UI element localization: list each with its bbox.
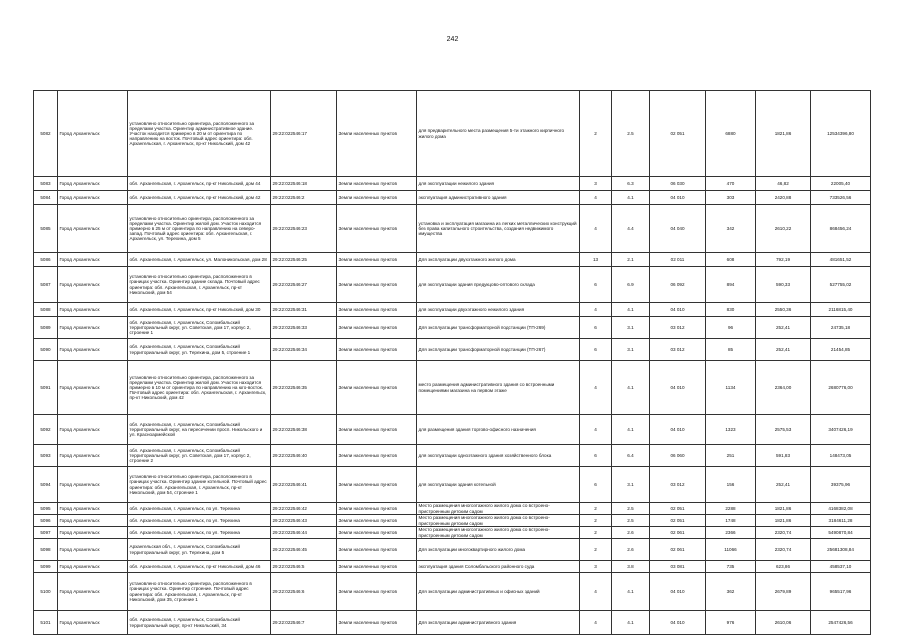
row-specific-value: 46,82 bbox=[756, 177, 811, 191]
row-cadastral-number: 29:22:022546:25 bbox=[271, 253, 337, 267]
row-subgroup: 4.4 bbox=[612, 205, 650, 253]
row-number: 5096 bbox=[34, 515, 58, 527]
row-area: 6880 bbox=[706, 91, 756, 177]
row-permitted-use: для эксплуатации здания предукцово-оптового склада bbox=[417, 267, 580, 303]
row-cadastral-value: 965517,96 bbox=[811, 573, 871, 611]
row-city: Город Архангельск bbox=[58, 205, 128, 253]
table-row bbox=[34, 503, 871, 515]
row-city: Город Архангельск bbox=[58, 177, 128, 191]
row-specific-value: 252,41 bbox=[756, 467, 811, 503]
row-city: Город Архангельск bbox=[58, 339, 128, 361]
row-subgroup: 4.1 bbox=[612, 611, 650, 635]
row-use-code: 06 060 bbox=[650, 445, 706, 467]
row-specific-value: 2575,53 bbox=[756, 415, 811, 445]
row-number: 5091 bbox=[34, 361, 58, 415]
row-land-category: Земли населенных пунктов bbox=[337, 503, 417, 515]
row-city: Город Архангельск bbox=[58, 467, 128, 503]
row-cadastral-value: 39375,96 bbox=[811, 467, 871, 503]
row-city: Город Архангельск bbox=[58, 611, 128, 635]
row-subgroup: 4.1 bbox=[612, 303, 650, 317]
table-row bbox=[34, 527, 871, 539]
row-use-code: 02 051 bbox=[650, 515, 706, 527]
row-land-category: Земли населенных пунктов bbox=[337, 317, 417, 339]
row-group: 6 bbox=[580, 339, 612, 361]
row-cadastral-number: 29:22:022546:31 bbox=[271, 303, 337, 317]
row-cadastral-number: 29:22:022546:33 bbox=[271, 317, 337, 339]
row-specific-value: 2550,36 bbox=[756, 303, 811, 317]
land-registry-table bbox=[33, 90, 871, 635]
row-area: 2366 bbox=[706, 527, 756, 539]
row-city: Город Архангельск bbox=[58, 91, 128, 177]
row-permitted-use: Для эксплуатации административного здания bbox=[417, 611, 580, 635]
row-specific-value: 2610,06 bbox=[756, 611, 811, 635]
row-address: обл. Архангельская, г. Архангельск, по ул. Терехина bbox=[128, 527, 271, 539]
row-subgroup: 3.1 bbox=[612, 339, 650, 361]
row-cadastral-number: 29:22:022546:41 bbox=[271, 467, 337, 503]
row-group: 4 bbox=[580, 361, 612, 415]
row-subgroup: 2.1 bbox=[612, 253, 650, 267]
row-land-category: Земли населенных пунктов bbox=[337, 361, 417, 415]
row-subgroup: 2.6 bbox=[612, 539, 650, 561]
row-group: 4 bbox=[580, 415, 612, 445]
row-group: 6 bbox=[580, 317, 612, 339]
row-cadastral-number: 29:22:022546:42 bbox=[271, 503, 337, 515]
table-row bbox=[34, 267, 871, 303]
row-area: 2288 bbox=[706, 503, 756, 515]
row-cadastral-value: 5490870,84 bbox=[811, 527, 871, 539]
table-body bbox=[34, 91, 871, 635]
row-number: 5092 bbox=[34, 415, 58, 445]
table-row bbox=[34, 339, 871, 361]
row-permitted-use: для эксплуатации нежилого здания bbox=[417, 177, 580, 191]
row-permitted-use: Для эксплуатации многоквартирного жилого дома bbox=[417, 539, 580, 561]
row-address: обл. Архангельская, г. Архангельск, Соломбальский территориальный округ, на пересечении просп. Никольского и ул. Красноармейской bbox=[128, 415, 271, 445]
row-specific-value: 2320,74 bbox=[756, 539, 811, 561]
row-subgroup: 2.5 bbox=[612, 91, 650, 177]
row-address: обл. Архангельская, г. Архангельск, пр-кт Никольский, дом 30 bbox=[128, 303, 271, 317]
row-cadastral-value: 2116815,40 bbox=[811, 303, 871, 317]
row-city: Город Архангельск bbox=[58, 253, 128, 267]
row-address: обл. Архангельская, г. Архангельск, по ул. Терехина bbox=[128, 515, 271, 527]
row-cadastral-number: 29:22:022546:2 bbox=[271, 191, 337, 205]
row-use-code: 03 012 bbox=[650, 467, 706, 503]
row-group: 4 bbox=[580, 573, 612, 611]
row-land-category: Земли населенных пунктов bbox=[337, 415, 417, 445]
row-city: Город Архангельск bbox=[58, 191, 128, 205]
row-land-category: Земли населенных пунктов bbox=[337, 253, 417, 267]
row-specific-value: 2364,00 bbox=[756, 361, 811, 415]
row-cadastral-value: 481651,52 bbox=[811, 253, 871, 267]
row-use-code: 03 012 bbox=[650, 317, 706, 339]
row-land-category: Земли населенных пунктов bbox=[337, 91, 417, 177]
row-specific-value: 2420,88 bbox=[756, 191, 811, 205]
table-row bbox=[34, 561, 871, 573]
row-land-category: Земли населенных пунктов bbox=[337, 339, 417, 361]
row-city: Город Архангельск bbox=[58, 573, 128, 611]
row-cadastral-number: 29:22:022546:40 bbox=[271, 445, 337, 467]
row-use-code: 03 081 bbox=[650, 561, 706, 573]
row-land-category: Земли населенных пунктов bbox=[337, 527, 417, 539]
row-permitted-use: установка и эксплуатация магазина из легких металлических конструкций без права капитального строительства, создания недвижимого имущества bbox=[417, 205, 580, 253]
row-permitted-use: Для эксплуатации двухэтажного жилого дома bbox=[417, 253, 580, 267]
row-land-category: Земли населенных пунктов bbox=[337, 177, 417, 191]
row-use-code: 06 030 bbox=[650, 177, 706, 191]
row-group: 13 bbox=[580, 253, 612, 267]
row-use-code: 04 010 bbox=[650, 303, 706, 317]
row-cadastral-value: 868456,24 bbox=[811, 205, 871, 253]
row-area: 735 bbox=[706, 561, 756, 573]
row-permitted-use: Для эксплуатации трансформаторной подстанции (ТП-267) bbox=[417, 339, 580, 361]
row-permitted-use: для эксплуатации одноэтажного здания хозяйственного блока bbox=[417, 445, 580, 467]
row-use-code: 06 092 bbox=[650, 267, 706, 303]
row-cadastral-number: 29:22:022546:34 bbox=[271, 339, 337, 361]
row-address: обл. Архангельская, г. Архангельск, пр-кт Никольский, дом 46 bbox=[128, 561, 271, 573]
row-address: обл. Архангельская, г. Архангельск, Соломбальский территориальный округ, ул. Советская, дом 17, корпус 2, строение 1 bbox=[128, 317, 271, 339]
row-address: установлено относительно ориентира, расположенного в границах участка. Ориентир здание склада. Почтовый адрес ориентира: обл. Архангельская, г. Архангельск, пр-кт Никольский, дом 54 bbox=[128, 267, 271, 303]
row-city: Город Архангельск bbox=[58, 503, 128, 515]
row-subgroup: 2.6 bbox=[612, 527, 650, 539]
row-use-code: 04 010 bbox=[650, 573, 706, 611]
row-area: 303 bbox=[706, 191, 756, 205]
row-specific-value: 591,83 bbox=[756, 445, 811, 467]
row-group: 4 bbox=[580, 191, 612, 205]
row-area: 608 bbox=[706, 253, 756, 267]
row-permitted-use: Место размещения многоэтажного жилого дома со встроено-пристроенным детским садом bbox=[417, 527, 580, 539]
table-row bbox=[34, 467, 871, 503]
row-city: Город Архангельск bbox=[58, 539, 128, 561]
row-address: установлено относительно ориентира, расположенного за пределами участка. Ориентир административное здание. Участок находится примерно в 20 м от ориентира по направлению на восток. Почтовый адрес ориентира: обл. Архангельская, г. Архангельск, пр-кт Никольский, дом 42 bbox=[128, 91, 271, 177]
row-permitted-use: эксплуатация здания Соломбальского районного суда bbox=[417, 561, 580, 573]
row-permitted-use: Место размещения многоэтажного жилого дома со встроено-пристроенным детским садом bbox=[417, 515, 580, 527]
row-number: 5093 bbox=[34, 445, 58, 467]
row-city: Город Архангельск bbox=[58, 561, 128, 573]
row-address: установлено относительно ориентира, расположенного за пределами участка. Ориентир жилой дом. Участок находится примерно в 25 м от ориентира по направлению на северо-запад. Почтовый адрес ориентира: обл. Архангельская, г. Архангельск, ул. Терехина, дом 5 bbox=[128, 205, 271, 253]
row-land-category: Земли населенных пунктов bbox=[337, 573, 417, 611]
row-number: 5087 bbox=[34, 267, 58, 303]
row-specific-value: 1821,86 bbox=[756, 503, 811, 515]
row-group: 6 bbox=[580, 445, 612, 467]
table-row bbox=[34, 361, 871, 415]
table-row bbox=[34, 91, 871, 177]
row-cadastral-value: 21454,85 bbox=[811, 339, 871, 361]
row-area: 342 bbox=[706, 205, 756, 253]
row-specific-value: 252,41 bbox=[756, 317, 811, 339]
table-row bbox=[34, 317, 871, 339]
row-specific-value: 623,86 bbox=[756, 561, 811, 573]
row-subgroup: 6.3 bbox=[612, 177, 650, 191]
table-row bbox=[34, 177, 871, 191]
row-subgroup: 6.9 bbox=[612, 267, 650, 303]
row-area: 830 bbox=[706, 303, 756, 317]
row-city: Город Архангельск bbox=[58, 303, 128, 317]
row-cadastral-value: 3407426,19 bbox=[811, 415, 871, 445]
row-cadastral-value: 2547426,56 bbox=[811, 611, 871, 635]
row-cadastral-number: 29:22:022546:45 bbox=[271, 539, 337, 561]
row-subgroup: 3.1 bbox=[612, 467, 650, 503]
row-land-category: Земли населенных пунктов bbox=[337, 561, 417, 573]
table-row bbox=[34, 205, 871, 253]
row-subgroup: 3.1 bbox=[612, 317, 650, 339]
row-city: Город Архангельск bbox=[58, 415, 128, 445]
row-group: 2 bbox=[580, 91, 612, 177]
row-number: 5088 bbox=[34, 303, 58, 317]
row-specific-value: 1821,86 bbox=[756, 91, 811, 177]
table-row bbox=[34, 515, 871, 527]
row-city: Город Архангельск bbox=[58, 317, 128, 339]
table-row bbox=[34, 445, 871, 467]
row-city: Город Архангельск bbox=[58, 267, 128, 303]
table-row bbox=[34, 415, 871, 445]
row-subgroup: 4.1 bbox=[612, 191, 650, 205]
row-group: 2 bbox=[580, 539, 612, 561]
row-specific-value: 590,33 bbox=[756, 267, 811, 303]
row-city: Город Архангельск bbox=[58, 445, 128, 467]
row-permitted-use: место размещения административного здания со встроенными помещениями магазина на первом этаже bbox=[417, 361, 580, 415]
row-number: 5084 bbox=[34, 191, 58, 205]
row-use-code: 04 010 bbox=[650, 361, 706, 415]
row-cadastral-value: 3184611,28 bbox=[811, 515, 871, 527]
row-group: 6 bbox=[580, 467, 612, 503]
row-address: Архангельская обл., г. Архангельск, Соломбальский территориальный округ, ул. Терехина, дом 5 bbox=[128, 539, 271, 561]
row-area: 251 bbox=[706, 445, 756, 467]
row-address: обл. Архангельская, г. Архангельск, по ул. Терехина bbox=[128, 503, 271, 515]
table-row bbox=[34, 539, 871, 561]
row-area: 976 bbox=[706, 611, 756, 635]
row-specific-value: 1821,86 bbox=[756, 515, 811, 527]
row-number: 5100 bbox=[34, 573, 58, 611]
row-number: 5089 bbox=[34, 317, 58, 339]
row-number: 5098 bbox=[34, 539, 58, 561]
row-permitted-use: Место размещения многоэтажного жилого дома со встроено-пристроенным детским садом bbox=[417, 503, 580, 515]
row-group: 3 bbox=[580, 177, 612, 191]
row-use-code: 03 012 bbox=[650, 339, 706, 361]
row-area: 362 bbox=[706, 573, 756, 611]
row-area: 156 bbox=[706, 467, 756, 503]
row-land-category: Земли населенных пунктов bbox=[337, 467, 417, 503]
row-cadastral-number: 29:22:022546:7 bbox=[271, 611, 337, 635]
row-cadastral-value: 24735,18 bbox=[811, 317, 871, 339]
row-specific-value: 2679,89 bbox=[756, 573, 811, 611]
row-cadastral-number: 29:22:022546:17 bbox=[271, 91, 337, 177]
row-permitted-use: для эксплуатации двухэтажного нежилого здания bbox=[417, 303, 580, 317]
row-area: 1323 bbox=[706, 415, 756, 445]
row-subgroup: 6.4 bbox=[612, 445, 650, 467]
row-group: 3 bbox=[580, 561, 612, 573]
row-cadastral-value: 4168382,08 bbox=[811, 503, 871, 515]
row-group: 2 bbox=[580, 515, 612, 527]
row-address: установлено относительно ориентира, расположенного в границах участка. Ориентир строение. Почтовый адрес ориентира: обл. Архангельская, г. Архангельск, пр-кт Никольский, дом 35, строение 1 bbox=[128, 573, 271, 611]
row-subgroup: 3.8 bbox=[612, 561, 650, 573]
row-use-code: 04 010 bbox=[650, 191, 706, 205]
row-cadastral-number: 29:22:022546:5 bbox=[271, 561, 337, 573]
row-land-category: Земли населенных пунктов bbox=[337, 303, 417, 317]
row-group: 4 bbox=[580, 303, 612, 317]
table-row bbox=[34, 191, 871, 205]
row-cadastral-value: 733526,56 bbox=[811, 191, 871, 205]
row-cadastral-value: 2680776,00 bbox=[811, 361, 871, 415]
row-subgroup: 4.1 bbox=[612, 361, 650, 415]
row-address: обл. Архангельская, г. Архангельск, пр-кт Никольский, дом 42 bbox=[128, 191, 271, 205]
row-use-code: 02 051 bbox=[650, 503, 706, 515]
table-row bbox=[34, 611, 871, 635]
row-address: обл. Архангельская, г. Архангельск, пр-кт Никольский, дом 44 bbox=[128, 177, 271, 191]
row-specific-value: 792,19 bbox=[756, 253, 811, 267]
row-area: 11066 bbox=[706, 539, 756, 561]
row-use-code: 02 061 bbox=[650, 527, 706, 539]
row-land-category: Земли населенных пунктов bbox=[337, 191, 417, 205]
row-address: обл. Архангельская, г. Архангельск, ул. Малоникольская, дом 28 bbox=[128, 253, 271, 267]
row-address: установлено относительно ориентира, расположенного за пределами участка. Ориентир жилой дом. Участок находится примерно в 10 м от ориентира по направлению на юго-восток. Почтовый адрес ориентира: обл. Архангельская, г. Архангельск, пр-кт Никольский, дом 42 bbox=[128, 361, 271, 415]
row-number: 5086 bbox=[34, 253, 58, 267]
row-use-code: 04 040 bbox=[650, 205, 706, 253]
row-land-category: Земли населенных пунктов bbox=[337, 611, 417, 635]
row-land-category: Земли населенных пунктов bbox=[337, 445, 417, 467]
row-area: 1134 bbox=[706, 361, 756, 415]
row-cadastral-number: 29:22:022546:44 bbox=[271, 527, 337, 539]
row-use-code: 02 051 bbox=[650, 91, 706, 177]
row-use-code: 02 061 bbox=[650, 539, 706, 561]
table-row bbox=[34, 303, 871, 317]
row-subgroup: 2.5 bbox=[612, 503, 650, 515]
row-cadastral-value: 148473,05 bbox=[811, 445, 871, 467]
row-group: 4 bbox=[580, 205, 612, 253]
row-cadastral-number: 29:22:022546:38 bbox=[271, 415, 337, 445]
row-specific-value: 2610,22 bbox=[756, 205, 811, 253]
row-address: обл. Архангельская, г. Архангельск, Соломбальский территориальный округ, ул. Терехина, дом 5, строение 1 bbox=[128, 339, 271, 361]
row-permitted-use: Для эксплуатации административных и офисных зданий bbox=[417, 573, 580, 611]
row-cadastral-number: 29:22:022546:27 bbox=[271, 267, 337, 303]
row-number: 5083 bbox=[34, 177, 58, 191]
row-permitted-use: для размещения здания торгово-офисного назначения bbox=[417, 415, 580, 445]
row-land-category: Земли населенных пунктов bbox=[337, 267, 417, 303]
row-city: Город Архангельск bbox=[58, 527, 128, 539]
row-number: 5082 bbox=[34, 91, 58, 177]
row-area: 1748 bbox=[706, 515, 756, 527]
row-specific-value: 2320,74 bbox=[756, 527, 811, 539]
row-permitted-use: эксплуатация административного здания bbox=[417, 191, 580, 205]
row-number: 5099 bbox=[34, 561, 58, 573]
row-city: Город Архангельск bbox=[58, 515, 128, 527]
row-cadastral-number: 29:22:022546:23 bbox=[271, 205, 337, 253]
row-use-code: 02 011 bbox=[650, 253, 706, 267]
row-area: 85 bbox=[706, 339, 756, 361]
row-number: 5101 bbox=[34, 611, 58, 635]
row-group: 2 bbox=[580, 527, 612, 539]
row-land-category: Земли населенных пунктов bbox=[337, 515, 417, 527]
row-subgroup: 2.5 bbox=[612, 515, 650, 527]
table-row bbox=[34, 253, 871, 267]
row-land-category: Земли населенных пунктов bbox=[337, 539, 417, 561]
row-subgroup: 4.1 bbox=[612, 573, 650, 611]
row-permitted-use: для предварительного места размещения 5-ти этажного кирпичного жилого дома bbox=[417, 91, 580, 177]
row-cadastral-number: 29:22:022546:35 bbox=[271, 361, 337, 415]
row-address: установлено относительно ориентира, расположенного в границах участка. Ориентир здание котельной. Почтовый адрес ориентира: обл. Архангельская, г. Архангельск, пр-кт Никольский, дом 54, строение 1 bbox=[128, 467, 271, 503]
row-use-code: 04 010 bbox=[650, 611, 706, 635]
row-cadastral-number: 29:22:022546:18 bbox=[271, 177, 337, 191]
row-cadastral-value: 12534396,80 bbox=[811, 91, 871, 177]
row-number: 5094 bbox=[34, 467, 58, 503]
row-city: Город Архангельск bbox=[58, 361, 128, 415]
row-area: 96 bbox=[706, 317, 756, 339]
row-cadastral-value: 458537,10 bbox=[811, 561, 871, 573]
row-use-code: 04 010 bbox=[650, 415, 706, 445]
row-permitted-use: для эксплуатации здания котельной bbox=[417, 467, 580, 503]
row-number: 5095 bbox=[34, 503, 58, 515]
row-area: 894 bbox=[706, 267, 756, 303]
row-cadastral-value: 527755,02 bbox=[811, 267, 871, 303]
row-address: обл. Архангельская, г. Архангельск, Соломбальский территориальный округ, ул. Советская, дом 17, корпус 2, строение 2 bbox=[128, 445, 271, 467]
row-subgroup: 4.1 bbox=[612, 415, 650, 445]
row-group: 4 bbox=[580, 611, 612, 635]
row-number: 5097 bbox=[34, 527, 58, 539]
row-cadastral-number: 29:22:022546:43 bbox=[271, 515, 337, 527]
row-area: 470 bbox=[706, 177, 756, 191]
table-row bbox=[34, 573, 871, 611]
row-group: 2 bbox=[580, 503, 612, 515]
page-number: 242 bbox=[446, 36, 459, 43]
row-number: 5090 bbox=[34, 339, 58, 361]
row-specific-value: 252,41 bbox=[756, 339, 811, 361]
row-cadastral-value: 22005,40 bbox=[811, 177, 871, 191]
row-permitted-use: Для эксплуатации трансформаторной подстанции (ТП-269) bbox=[417, 317, 580, 339]
row-group: 6 bbox=[580, 267, 612, 303]
row-land-category: Земли населенных пунктов bbox=[337, 205, 417, 253]
row-cadastral-number: 29:22:022546:6 bbox=[271, 573, 337, 611]
row-address: обл. Архангельская, г. Архангельск, Соломбальский территориальный округ, пр-кт Никольский, 34 bbox=[128, 611, 271, 635]
row-number: 5085 bbox=[34, 205, 58, 253]
row-cadastral-value: 25681308,84 bbox=[811, 539, 871, 561]
